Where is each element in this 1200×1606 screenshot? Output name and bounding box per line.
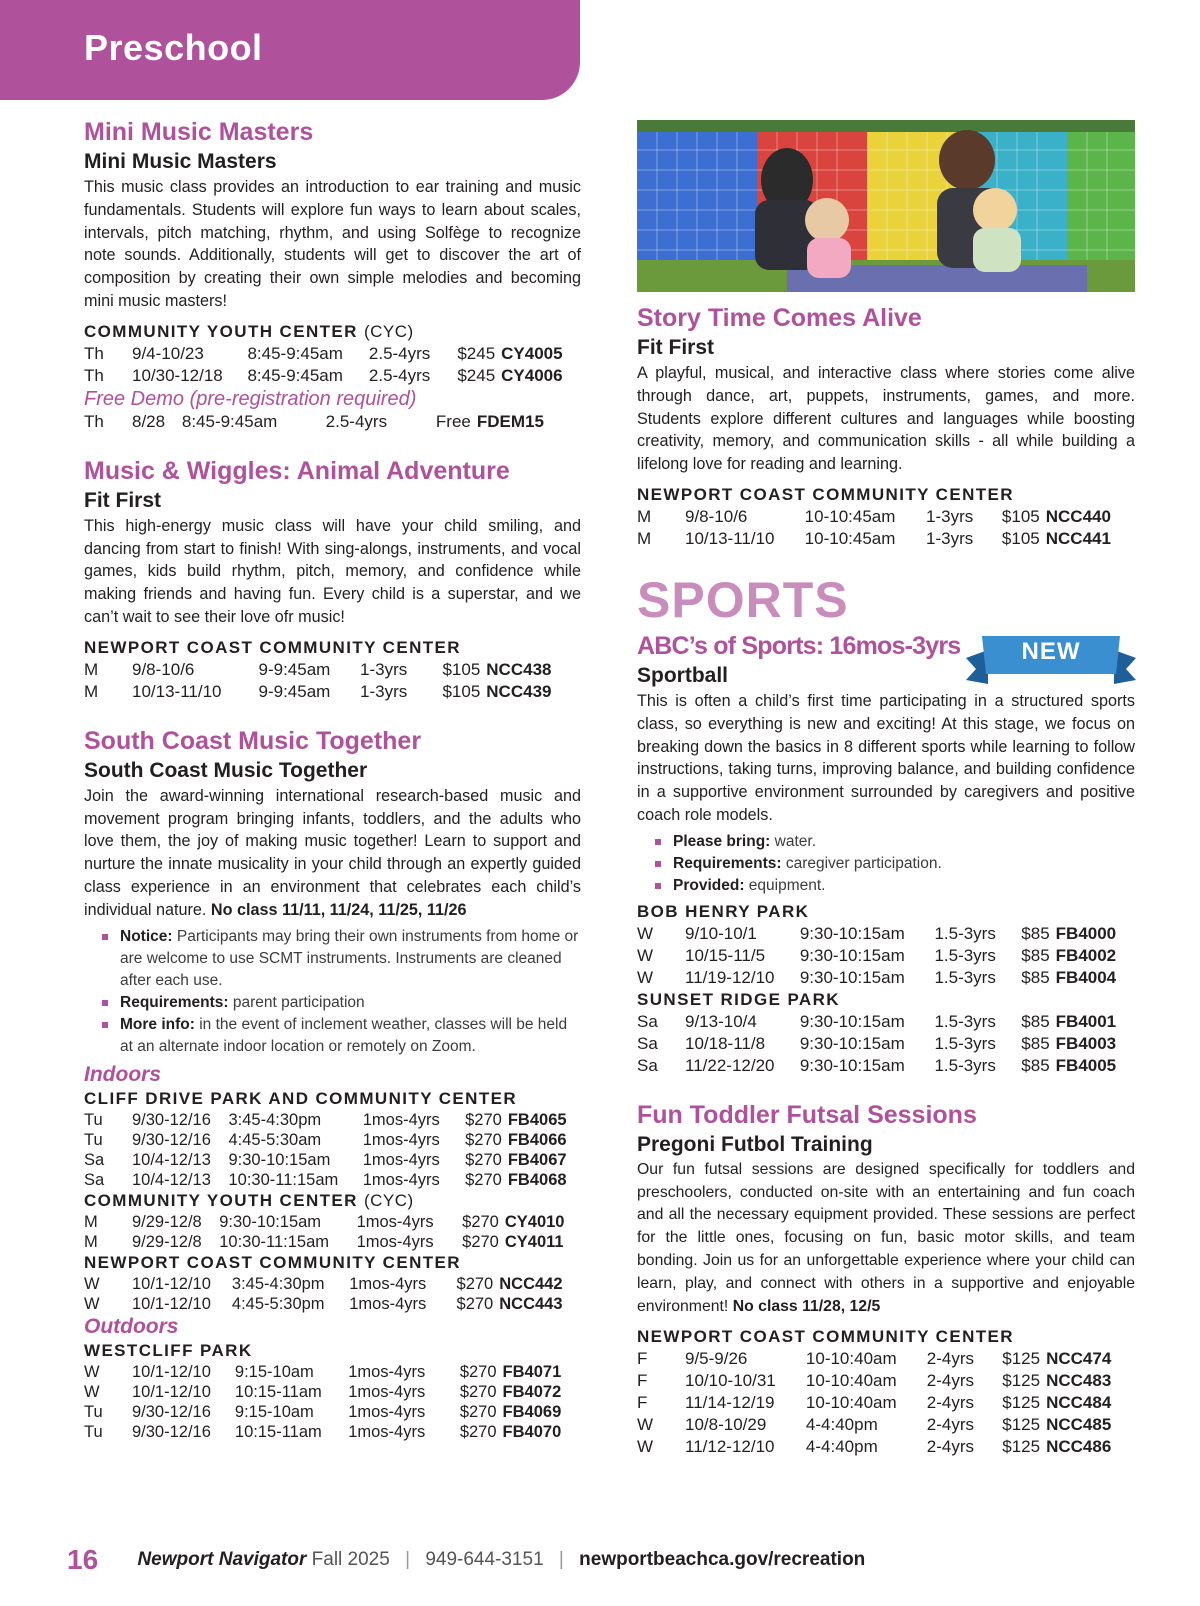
schedule-row: W 10/1-12/10 9:15-10am 1mos-4yrs $270 FB4071	[84, 1362, 581, 1382]
schedule-row: F 10/10-10/31 10-10:40am 2-4yrs $125 NCC483	[637, 1370, 1135, 1392]
schedule-row: Tu 9/30-12/16 4:45-5:30am 1mos-4yrs $270 FB4066	[84, 1130, 581, 1150]
class-title: South Coast Music Together	[84, 726, 422, 755]
schedule-table	[84, 1362, 581, 1442]
class-provider: Fit First	[84, 488, 161, 512]
course-code: FB4004	[1055, 967, 1117, 987]
class-description: A playful, musical, and interactive class where stories come alive through dance, art, puppets, instruments, games, and more. Students explore different cultures and languages while boosting creativity, memory, and communication skills - all while building a lifelong love for reading and learning.	[637, 364, 1135, 474]
schedule-row: Sa 10/4-12/13 10:30-11:15am 1mos-4yrs $270 FB4068	[84, 1170, 581, 1190]
no-class-note: No class 11/28, 12/5	[732, 1297, 881, 1315]
page-number: 16	[67, 1544, 99, 1575]
venue-name: BOB HENRY PARK	[637, 901, 810, 921]
class-description: Join the award-winning international research-based music and movement program bringing infants, toddlers, and the adults who love them, the joy of making music together! Learn to support and nurture the innate musicality in your child through an expertly guided class experience in an environment that celebrates each child’s individual nature. No class 11/11, 11/24, 11/25, 11/26	[84, 786, 581, 919]
website-link[interactable]: newportbeachca.gov/recreation	[579, 1549, 866, 1571]
class-provider: Fit First	[637, 336, 714, 359]
schedule-row: M 9/29-12/8 9:30-10:15am 1mos-4yrs $270 CY4010	[84, 1212, 581, 1232]
class-futsal	[637, 1099, 1135, 1459]
list-item: Notice: Participants may bring their own instruments from home or are welcome to use SCMT instruments. Instruments are cleaned after each use.	[102, 926, 581, 992]
schedule-table	[84, 1212, 581, 1252]
course-code: FB4000	[1055, 923, 1117, 943]
course-code: FB4002	[1055, 945, 1117, 965]
class-title: Story Time Comes Alive	[637, 304, 922, 332]
class-provider: South Coast Music Together	[84, 758, 368, 782]
class-abc-sports	[637, 630, 1135, 1077]
schedule-row: Sa 11/22-12/20 9:30-10:15am 1.5-3yrs $85 FB4005	[637, 1055, 1135, 1077]
schedule-row: W 11/12-12/10 4-4:40pm 2-4yrs $125 NCC486	[637, 1436, 1135, 1458]
publication-season: Fall 2025	[311, 1549, 390, 1571]
schedule-table	[84, 1274, 581, 1314]
schedule-row: W 10/1-12/10 10:15-11am 1mos-4yrs $270 FB4072	[84, 1382, 581, 1402]
schedule-row: W 10/1-12/10 3:45-4:30pm 1mos-4yrs $270 NCC442	[84, 1274, 581, 1294]
course-code: NCC484	[1046, 1393, 1112, 1413]
course-code: CY4005	[501, 343, 563, 363]
schedule-row: Sa 9/13-10/4 9:30-10:15am 1.5-3yrs $85 FB4001	[637, 1011, 1135, 1033]
class-provider: Pregoni Futbol Training	[637, 1132, 873, 1156]
right-column	[637, 120, 1135, 1458]
venue-name: NEWPORT COAST COMMUNITY CENTER	[637, 1327, 1014, 1347]
venue-name: CLIFF DRIVE PARK AND COMMUNITY CENTER	[84, 1088, 518, 1108]
new-badge	[966, 630, 1136, 684]
schedule-row: Sa 10/4-12/13 9:30-10:15am 1mos-4yrs $270 FB4067	[84, 1150, 581, 1170]
course-code: FB4005	[1055, 1055, 1117, 1075]
section-header	[0, 0, 580, 100]
page-footer	[67, 1544, 865, 1576]
venue-name: NEWPORT COAST COMMUNITY CENTER	[84, 637, 461, 657]
course-code: FB4071	[502, 1362, 562, 1381]
schedule-row: W 10/8-10/29 4-4:40pm 2-4yrs $125 NCC485	[637, 1414, 1135, 1436]
course-code: FB4068	[507, 1170, 567, 1189]
schedule-table	[84, 343, 581, 387]
photo-illustration	[637, 120, 1135, 292]
new-badge-label: NEW	[1021, 637, 1081, 665]
section-title: Preschool	[84, 27, 263, 68]
schedule-table	[637, 923, 1135, 989]
course-code: NCC442	[499, 1274, 563, 1293]
course-code: FDEM15	[476, 411, 544, 431]
course-code: NCC483	[1046, 1371, 1112, 1391]
schedule-row: Sa 10/18-11/8 9:30-10:15am 1.5-3yrs $85 FB4003	[637, 1033, 1135, 1055]
no-class-note: No class 11/11, 11/24, 11/25, 11/26	[210, 900, 467, 919]
course-code: CY4010	[504, 1212, 565, 1231]
list-item: Please bring: water.	[655, 831, 1135, 853]
list-item: More info: in the event of inclement weather, classes will be held at an alternate indoor location or remotely on Zoom.	[102, 1014, 581, 1058]
course-code: CY4011	[504, 1232, 564, 1251]
schedule-row: Tu 9/30-12/16 10:15-11am 1mos-4yrs $270 FB4070	[84, 1422, 581, 1442]
class-mini-music-masters	[84, 116, 581, 433]
course-code: NCC486	[1046, 1437, 1112, 1457]
list-item: Requirements: parent participation	[102, 992, 581, 1014]
venue-name: SUNSET RIDGE PARK	[637, 989, 840, 1009]
schedule-row: M 10/13-11/10 10-10:45am 1-3yrs $105 NCC441	[637, 528, 1135, 550]
schedule-table	[84, 411, 581, 433]
class-title: Music & Wiggles: Animal Adventure	[84, 456, 510, 485]
course-code: FB4067	[507, 1150, 567, 1169]
info-list	[102, 926, 581, 1058]
class-music-wiggles	[84, 455, 581, 703]
schedule-table	[84, 1110, 581, 1190]
sports-heading: SPORTS	[637, 571, 849, 628]
schedule-table	[637, 506, 1135, 550]
schedule-table	[84, 659, 581, 703]
venue-name: NEWPORT COAST COMMUNITY CENTER	[637, 484, 1014, 504]
schedule-row: W 10/1-12/10 4:45-5:30pm 1mos-4yrs $270 NCC443	[84, 1294, 581, 1314]
schedule-row: F 9/5-9/26 10-10:40am 2-4yrs $125 NCC474	[637, 1348, 1135, 1370]
course-code: FB4001	[1055, 1011, 1117, 1031]
course-code: FB4069	[502, 1402, 562, 1421]
class-provider: Sportball	[637, 663, 729, 687]
schedule-row: Tu 9/30-12/16 9:15-10am 1mos-4yrs $270 FB4069	[84, 1402, 581, 1422]
schedule-row: M 9/29-12/8 10:30-11:15am 1mos-4yrs $270 CY4011	[84, 1232, 581, 1252]
schedule-row: M 10/13-11/10 9-9:45am 1-3yrs $105 NCC439	[84, 681, 581, 703]
course-code: NCC474	[1046, 1349, 1112, 1369]
footer-separator: |	[405, 1549, 411, 1571]
schedule-table	[637, 1011, 1135, 1077]
course-code: NCC438	[486, 659, 552, 679]
schedule-table	[637, 1348, 1135, 1458]
course-code: NCC440	[1045, 506, 1111, 526]
course-code: FB4003	[1055, 1033, 1117, 1053]
schedule-row: M 9/8-10/6 10-10:45am 1-3yrs $105 NCC440	[637, 506, 1135, 528]
venue-name: COMMUNITY YOUTH CENTER (CYC)	[84, 1190, 414, 1210]
schedule-row: Th 9/4-10/23 8:45-9:45am 2.5-4yrs $245 CY4005	[84, 343, 581, 365]
list-item: Provided: equipment.	[655, 875, 1135, 897]
venue-name: COMMUNITY YOUTH CENTER (CYC)	[84, 321, 414, 341]
info-list	[655, 831, 1135, 897]
class-title: Fun Toddler Futsal Sessions	[637, 1100, 977, 1129]
phone-number: 949-644-3151	[425, 1549, 544, 1571]
schedule-row: Th 8/28 8:45-9:45am 2.5-4yrs Free FDEM15	[84, 411, 581, 433]
venue-name: NEWPORT COAST COMMUNITY CENTER	[84, 1252, 461, 1272]
list-item: Requirements: caregiver participation.	[655, 853, 1135, 875]
class-description: Our fun futsal sessions are designed specifically for toddlers and preschoolers, conducted on-site with an entertaining and fun coach and all the necessary equipment provided. These sessions are perfect for the little ones, focusing on fun, basic motor skills, and team bonding. Join us for an unforgettable experience where your child can learn, play, and connect with others in a supportive and enjoyable environment! No class 11/28, 12/5	[637, 1160, 1135, 1315]
class-south-coast-music	[84, 725, 581, 1442]
class-title: Mini Music Masters	[84, 118, 314, 146]
course-code: CY4006	[501, 365, 563, 385]
footer-separator: |	[558, 1549, 564, 1571]
course-code: NCC443	[499, 1294, 563, 1313]
outdoors-heading: Outdoors	[84, 1314, 179, 1338]
course-code: NCC485	[1046, 1415, 1112, 1435]
indoors-heading: Indoors	[84, 1062, 161, 1086]
class-photo	[637, 120, 1135, 292]
venue-name: WESTCLIFF PARK	[84, 1340, 253, 1360]
schedule-row: W 10/15-11/5 9:30-10:15am 1.5-3yrs $85 FB4002	[637, 945, 1135, 967]
class-story-time	[637, 302, 1135, 550]
free-demo-heading: Free Demo (pre-registration required)	[84, 387, 417, 410]
course-code: NCC439	[486, 681, 552, 701]
course-code: FB4070	[502, 1422, 562, 1441]
class-title: ABC’s of Sports: 16mos-3yrs	[637, 631, 961, 660]
left-column	[84, 116, 581, 1442]
course-code: FB4072	[502, 1382, 562, 1401]
course-code: NCC441	[1045, 528, 1111, 548]
class-description: This music class provides an introduction to ear training and music fundamentals. Students will explore fun ways to learn about scales, intervals, pitch matching, rhythm, and using Solfège to recognize note sounds. Additionally, students will get to discover the art of composition by creating their own simple melodies and becoming mini music masters!	[84, 178, 581, 310]
schedule-row: M 9/8-10/6 9-9:45am 1-3yrs $105 NCC438	[84, 659, 581, 681]
class-description: This high-energy music class will have your child smiling, and dancing from start to finish! With sing-alongs, instruments, and vocal games, kids build rhythm, pitch, memory, and confidence while making friends and having fun. Every child is a superstar, and we can’t wait to see their love ofr music!	[84, 516, 581, 626]
course-code: FB4066	[507, 1130, 567, 1149]
publication-name: Newport Navigator	[137, 1549, 307, 1571]
schedule-row: F 11/14-12/19 10-10:40am 2-4yrs $125 NCC484	[637, 1392, 1135, 1414]
class-description: This is often a child’s first time participating in a structured sports class, so everything is new and exciting! At this stage, we focus on breaking down the basics in 8 different sports while learning to follow instructions, taking turns, improving balance, and building confidence in a supportive environment surrounded by caregivers and positive coach role models.	[637, 691, 1135, 824]
class-provider: Mini Music Masters	[84, 150, 277, 173]
schedule-row: W 9/10-10/1 9:30-10:15am 1.5-3yrs $85 FB4000	[637, 923, 1135, 945]
schedule-row: W 11/19-12/10 9:30-10:15am 1.5-3yrs $85 FB4004	[637, 967, 1135, 989]
course-code: FB4065	[507, 1110, 567, 1129]
schedule-row: Th 10/30-12/18 8:45-9:45am 2.5-4yrs $245 CY4006	[84, 365, 581, 387]
schedule-row: Tu 9/30-12/16 3:45-4:30pm 1mos-4yrs $270 FB4065	[84, 1110, 581, 1130]
